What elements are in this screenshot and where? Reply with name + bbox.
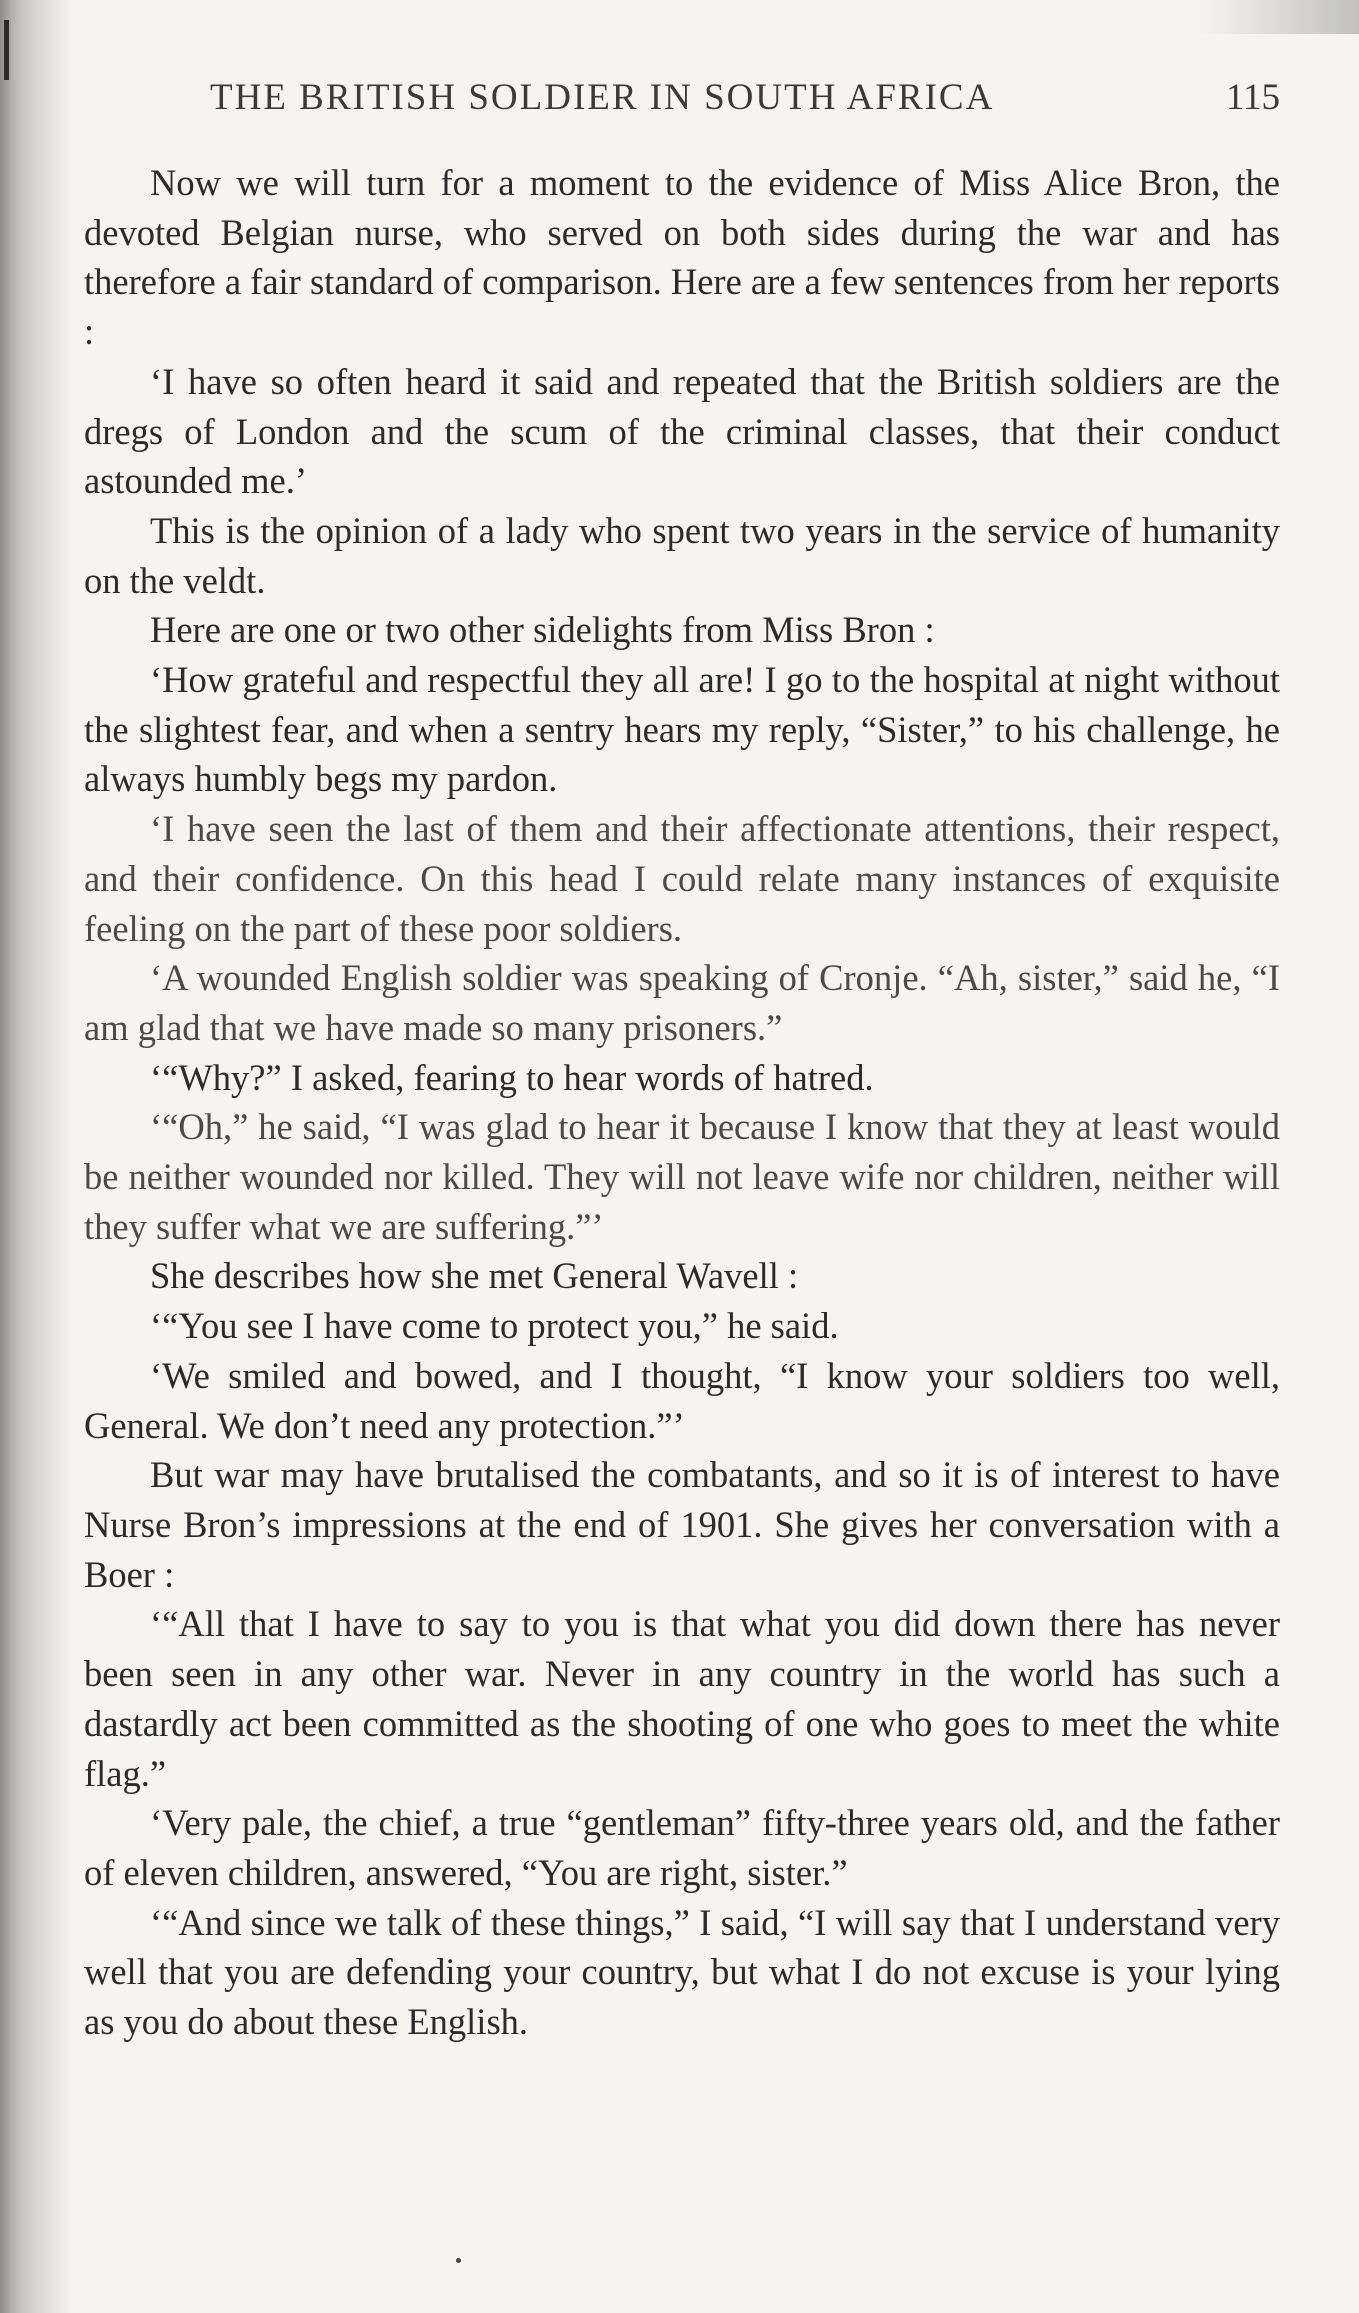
binding-mark	[4, 20, 9, 80]
paragraph: ‘I have so often heard it said and repeated that the British soldiers are the dregs of London and the scum of the criminal classes, that their conduct astounded me.’	[84, 360, 1280, 502]
stray-ink-dot	[456, 2258, 461, 2263]
paragraph: ‘How grateful and respectful they all are! I go to the hospital at night without the slightest fear, and when a sentry hears my reply, “Sister,” to his challenge, he always humbly begs my pardon.	[84, 659, 1280, 800]
paragraph: ‘A wounded English soldier was speaking of Cronje. “Ah, sister,” said he, “I am glad that we have made so many prisoners.”	[84, 957, 1280, 1048]
paragraph: But war may have brutalised the combatants, and so it is of interest to have Nurse Bron’s impressions at the end of 1901. She gives her conversation with a Boer :	[84, 1454, 1280, 1595]
scan-smudge	[1199, 0, 1359, 34]
body-text	[84, 158, 1280, 2047]
paragraph: This is the opinion of a lady who spent two years in the service of humanity on the veldt.	[84, 509, 1280, 601]
paragraph: ‘“You see I have come to protect you,” he said.	[150, 1305, 839, 1347]
paragraph: ‘Very pale, the chief, a true “gentleman” fifty-three years old, and the father of eleven children, answered, “You are right, sister.”	[84, 1802, 1280, 1893]
binding-edge-shadow	[0, 0, 72, 2313]
running-title: THE BRITISH SOLDIER IN SOUTH AFRICA	[210, 77, 995, 118]
paragraph: ‘“All that I have to say to you is that what you did down there has never been seen in any other war. Never in any country in the world has such a dastardly act been committed as the shooting of one who goes to meet the white flag.”	[84, 1603, 1280, 1794]
paragraph: ‘We smiled and bowed, and I thought, “I know your soldiers too well, General. We don’t need any protection.”’	[84, 1354, 1280, 1446]
paragraph: She describes how she met General Wavell :	[150, 1255, 799, 1297]
paragraph: ‘“Oh,” he said, “I was glad to hear it because I know that they at least would be neither wounded nor killed. They will not leave wife nor children, neither will they suffer what we are suffering.”’	[84, 1106, 1280, 1247]
paragraph: Here are one or two other sidelights from Miss Bron :	[150, 609, 935, 651]
paragraph: Now we will turn for a moment to the evidence of Miss Alice Bron, the devoted Belgian nurse, who served on both sides during the war and has therefore a fair standard of comparison. Here are a few sentences from her reports :	[84, 162, 1280, 353]
paragraph: ‘“Why?” I asked, fearing to hear words of hatred.	[150, 1056, 874, 1098]
running-head	[210, 68, 1280, 128]
page-number: 115	[1225, 77, 1280, 118]
paragraph: ‘“And since we talk of these things,” I said, “I will say that I understand very well that you are defending your country, but what I do not excuse is your lying as you do about these English.	[84, 1901, 1280, 2043]
paragraph: ‘I have seen the last of them and their affectionate attentions, their respect, and their confidence. On this head I could relate many instances of exquisite feeling on the part of these poor soldiers.	[84, 808, 1280, 949]
